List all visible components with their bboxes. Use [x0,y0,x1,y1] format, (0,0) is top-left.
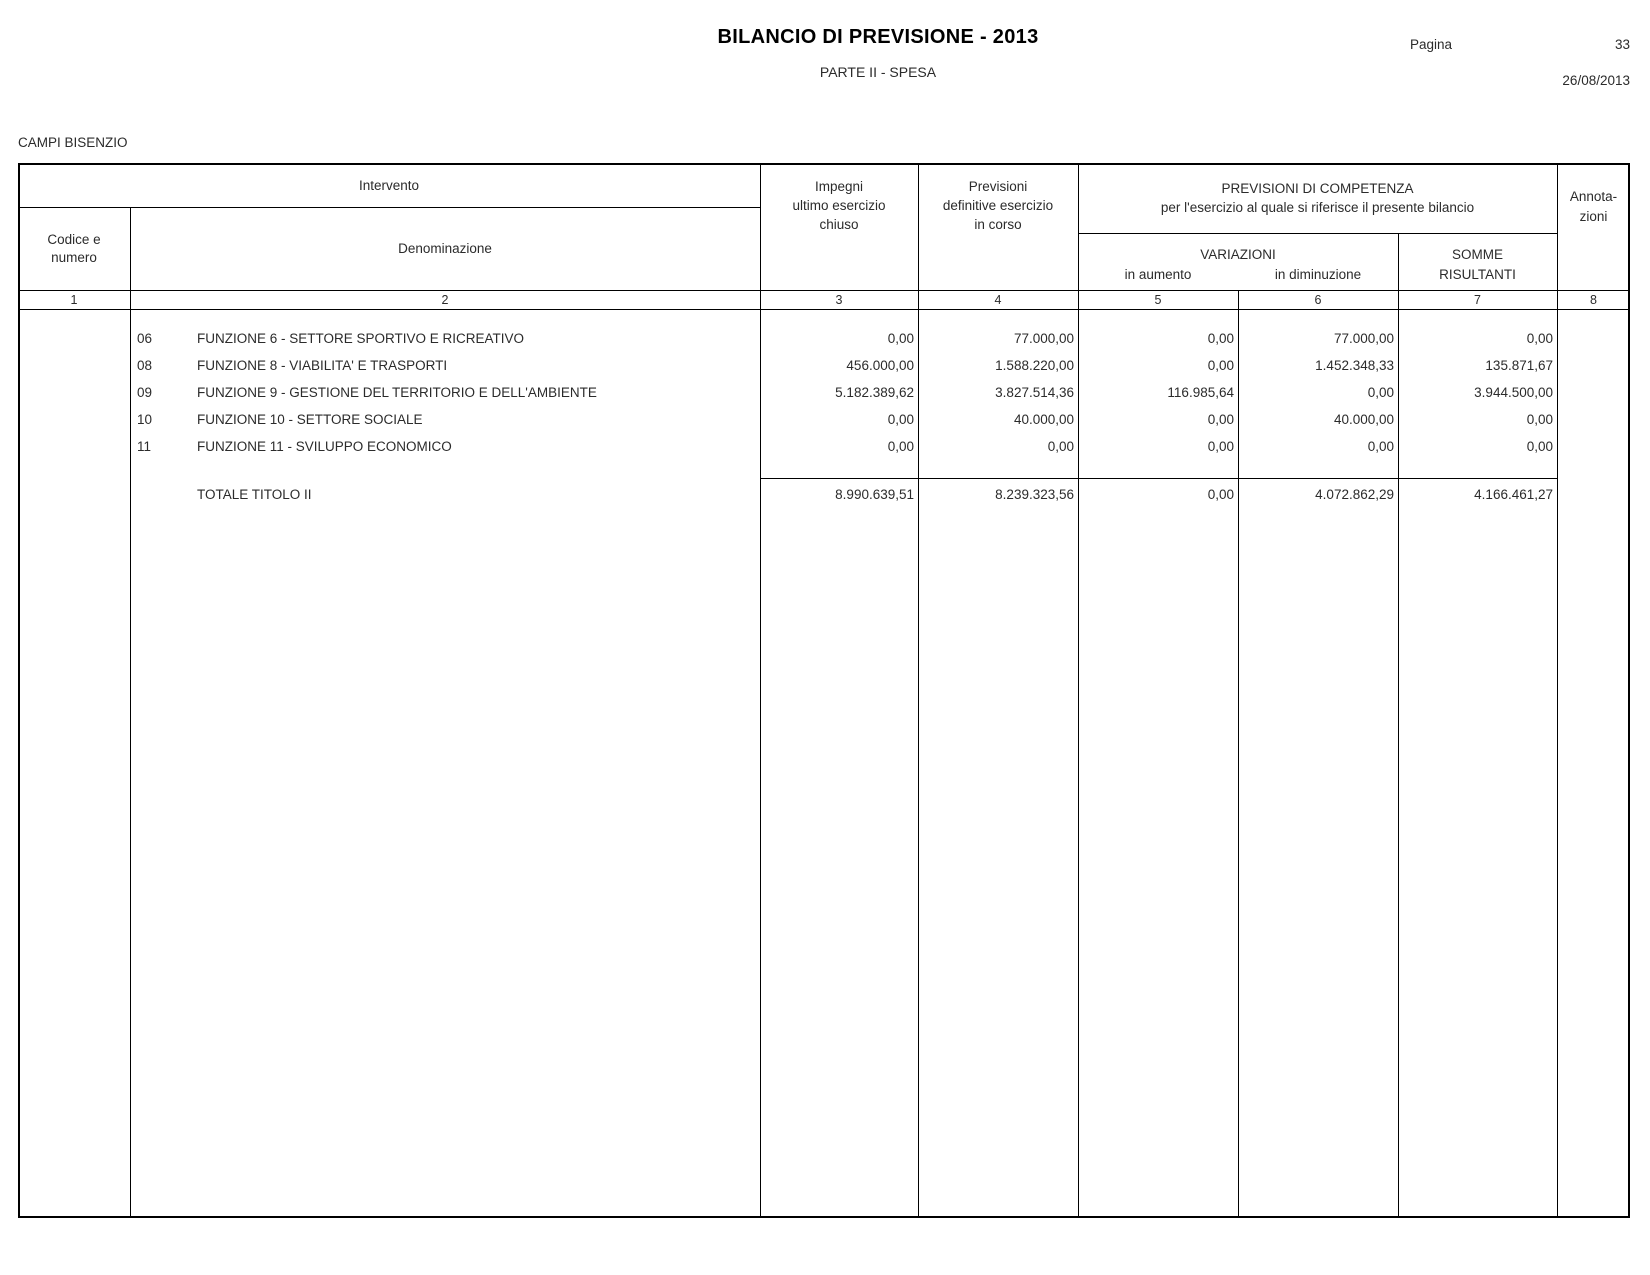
divider-col6-col7 [1398,233,1399,1218]
cell-diminuzione: 0,00 [1367,385,1394,400]
header-somme-line2: RISULTANTI [1439,267,1516,282]
header-annotazioni [1557,163,1630,290]
cell-impegni: 0,00 [887,331,914,346]
cell-aumento: 0,00 [1207,439,1234,454]
header-codice-line2: numero [51,249,97,265]
cell-impegni: 456.000,00 [846,358,914,373]
header-variazioni-sub [1078,265,1398,285]
column-number-2: 2 [441,292,449,307]
page-number-row [1410,37,1630,52]
cell-total-aumento: 0,00 [1207,487,1234,502]
cell-denominazione: FUNZIONE 11 - SVILUPPO ECONOMICO [197,439,452,454]
cell-function-code: 06 [137,331,153,346]
column-number-7: 7 [1474,292,1481,307]
divider-col5-col6 [1238,290,1239,1218]
header-codice-line1: Codice e [47,231,101,247]
cell-total-diminuzione: 4.072.862,29 [1315,487,1394,502]
cell-diminuzione: 1.452.348,33 [1315,358,1394,373]
header-variazioni-title: VARIAZIONI [1200,247,1276,262]
header-somme-line1: SOMME [1451,247,1503,262]
header-competenza-line1: PREVISIONI DI COMPETENZA [1221,181,1414,196]
divider-col2-col3 [760,163,761,1218]
divider-col3-col4 [918,163,919,1218]
cell-somme: 0,00 [1526,331,1553,346]
divider-col7-col8 [1557,163,1558,1218]
document-title: BILANCIO DI PREVISIONE - 2013 [717,26,1039,48]
cell-denominazione: FUNZIONE 10 - SETTORE SOCIALE [197,412,423,427]
cell-aumento: 116.985,64 [1167,385,1234,400]
header-previsioni-line1: Previsioni [968,179,1028,194]
header-in-aumento: in aumento [1124,267,1192,282]
total-row [18,481,1630,508]
divider-col4-col5 [1078,163,1079,1218]
column-number-6: 6 [1314,292,1322,307]
column-number-5: 5 [1154,292,1162,307]
cell-total-somme: 4.166.461,27 [1474,487,1553,502]
pagina-number: 33 [1614,37,1630,52]
cell-function-code: 09 [137,385,153,400]
header-codice-numero [18,207,130,290]
cell-somme: 0,00 [1526,412,1553,427]
cell-previsioni: 1.588.220,00 [995,358,1074,373]
cell-previsioni: 40.000,00 [1013,412,1074,427]
header-impegni-line2: ultimo esercizio [792,198,886,213]
header-somme-risultanti [1398,233,1557,290]
column-number-4: 4 [994,292,1002,307]
table-row [18,352,1630,379]
header-previsioni-line2: definitive esercizio [942,198,1054,213]
cell-impegni: 0,00 [887,439,914,454]
cell-aumento: 0,00 [1207,412,1234,427]
cell-total-impegni: 8.990.639,51 [835,487,914,502]
cell-diminuzione: 77.000,00 [1333,331,1394,346]
cell-previsioni: 0,00 [1047,439,1074,454]
cell-aumento: 0,00 [1207,358,1234,373]
cell-aumento: 0,00 [1207,331,1234,346]
column-number-1: 1 [70,292,78,307]
cell-diminuzione: 40.000,00 [1333,412,1394,427]
header-annotazioni-line2: zioni [1579,209,1608,224]
cell-somme: 0,00 [1526,439,1553,454]
page-heading [578,26,1178,49]
header-denominazione: Denominazione [398,241,492,256]
cell-denominazione: FUNZIONE 8 - VIABILITA' E TRASPORTI [197,358,448,373]
header-previsioni-definitive [918,163,1078,290]
divider-above-total [760,478,1557,479]
divider-col1-col2 [130,207,131,1218]
divider-below-numbers [18,309,1630,310]
table-row [18,433,1630,460]
table-row [18,325,1630,352]
header-intervento: Intervento [358,177,420,193]
header-previsioni-line3: in corso [974,217,1022,232]
header-variazioni [1078,233,1398,290]
cell-somme: 135.871,67 [1485,358,1553,373]
header-impegni [760,163,918,290]
header-impegni-line1: Impegni [814,179,864,194]
cell-denominazione: FUNZIONE 9 - GESTIONE DEL TERRITORIO E DELL'AMBIENTE [197,385,597,400]
municipality-name: CAMPI BISENZIO [18,135,128,150]
cell-somme: 3.944.500,00 [1474,385,1553,400]
cell-function-code: 10 [137,412,153,427]
table-row [18,406,1630,433]
cell-denominazione: FUNZIONE 6 - SETTORE SPORTIVO E RICREATIVO [197,331,525,346]
pagina-label: Pagina [1410,37,1453,52]
header-competenza-line2: per l'esercizio al quale si riferisce il presente bilancio [1160,200,1475,215]
print-date: 26/08/2013 [1562,73,1630,88]
document-subtitle: PARTE II - SPESA [819,64,937,80]
cell-impegni: 0,00 [887,412,914,427]
cell-total-previsioni: 8.239.323,56 [995,487,1074,502]
budget-table [18,163,1630,1218]
cell-function-code: 11 [137,439,152,454]
cell-function-code: 08 [137,358,153,373]
divider-under-competenza [1078,233,1557,234]
cell-impegni: 5.182.389,62 [835,385,914,400]
header-annotazioni-line1: Annota- [1569,189,1618,204]
column-number-8: 8 [1590,292,1597,307]
divider-above-numbers [18,290,1630,291]
cell-diminuzione: 0,00 [1367,439,1394,454]
header-in-diminuzione: in diminuzione [1274,267,1362,282]
header-previsioni-competenza [1078,163,1557,233]
cell-previsioni: 77.000,00 [1013,331,1074,346]
header-impegni-line3: chiuso [819,217,859,232]
cell-total-label: TOTALE TITOLO II [197,487,312,502]
cell-previsioni: 3.827.514,36 [995,385,1074,400]
table-row [18,379,1630,406]
column-number-3: 3 [835,292,843,307]
